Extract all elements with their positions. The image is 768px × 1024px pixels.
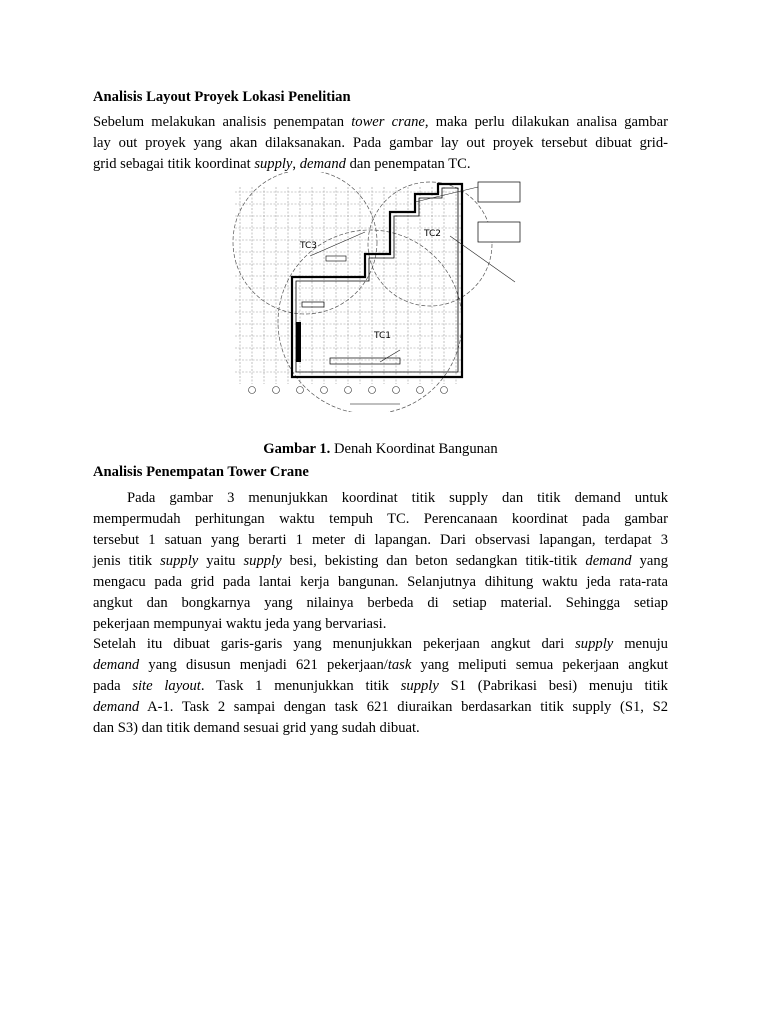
supply-area-box bbox=[302, 302, 324, 307]
site-layout-figure bbox=[230, 172, 530, 412]
paragraph-coordinates bbox=[93, 488, 668, 635]
paragraph-line: lay out proyek yang akan dilaksanakan. Pada gambar lay out proyek tersebut dibuat grid- bbox=[93, 135, 668, 151]
paragraph-line: dan S3) dan titik demand sesuai grid yang sudah dibuat. bbox=[93, 720, 420, 736]
paragraph-tasks bbox=[93, 634, 668, 739]
tc1-label: TC1 bbox=[374, 331, 391, 341]
figure-caption: Gambar 1. Denah Koordinat Bangunan bbox=[263, 441, 498, 457]
building-inner-outline bbox=[296, 188, 458, 372]
paragraph-line: Pada gambar 3 menunjukkan koordinat titik supply dan titik demand untuk bbox=[127, 490, 668, 506]
paragraph-line: Setelah itu dibuat garis-garis yang menunjukkan pekerjaan angkut dari supply menuju bbox=[93, 636, 668, 652]
paragraph-line: demand yang disusun menjadi 621 pekerjaan/task yang meliputi semua pekerjaan angkut bbox=[93, 657, 668, 673]
paragraph-line: pada site layout. Task 1 menunjukkan titik supply S1 (Pabrikasi besi) menuju titik bbox=[93, 678, 668, 694]
building-outline bbox=[292, 184, 462, 377]
section-heading-crane: Analisis Penempatan Tower Crane bbox=[93, 464, 309, 480]
paragraph-intro bbox=[93, 112, 668, 175]
legend-box-2 bbox=[478, 222, 520, 242]
paragraph-line: jenis titik supply yaitu supply besi, bekisting dan beton sedangkan titik-titik demand yang bbox=[93, 553, 668, 569]
road-box bbox=[330, 358, 400, 364]
paragraph-line: Sebelum melakukan analisis penempatan tower crane, maka perlu dilakukan analisa gambar bbox=[93, 114, 669, 130]
tc2-label: TC2 bbox=[424, 229, 441, 239]
grid-bubbles-bottom bbox=[249, 387, 448, 394]
paragraph-line: mempermudah perhitungan waktu tempuh TC. Perencanaan koordinat pada gambar bbox=[93, 511, 668, 527]
paragraph-line: angkut dan bongkarnya yang nilainya berbeda di setiap material. Sehingga setiap bbox=[93, 595, 668, 611]
grid-lines bbox=[235, 187, 462, 384]
paragraph-line: grid sebagai titik koordinat supply, demand dan penempatan TC. bbox=[93, 156, 471, 172]
tc3-label: TC3 bbox=[300, 241, 317, 251]
paragraph-line: mengacu pada grid pada lantai kerja bangunan. Selanjutnya dihitung waktu jeda rata-rata bbox=[93, 574, 668, 590]
supply-area-bar bbox=[296, 322, 301, 362]
legend-box-1 bbox=[478, 182, 520, 202]
paragraph-line: pekerjaan mempunyai waktu jeda yang bervariasi. bbox=[93, 616, 387, 632]
paragraph-line: demand A-1. Task 2 sampai dengan task 621 diuraikan berdasarkan titik supply (S1, S2 bbox=[93, 699, 668, 715]
section-heading-layout: Analisis Layout Proyek Lokasi Penelitian bbox=[93, 89, 351, 105]
paragraph-line: tersebut 1 satuan yang berarti 1 meter di lapangan. Dari observasi lapangan, terdapat 3 bbox=[93, 532, 668, 548]
